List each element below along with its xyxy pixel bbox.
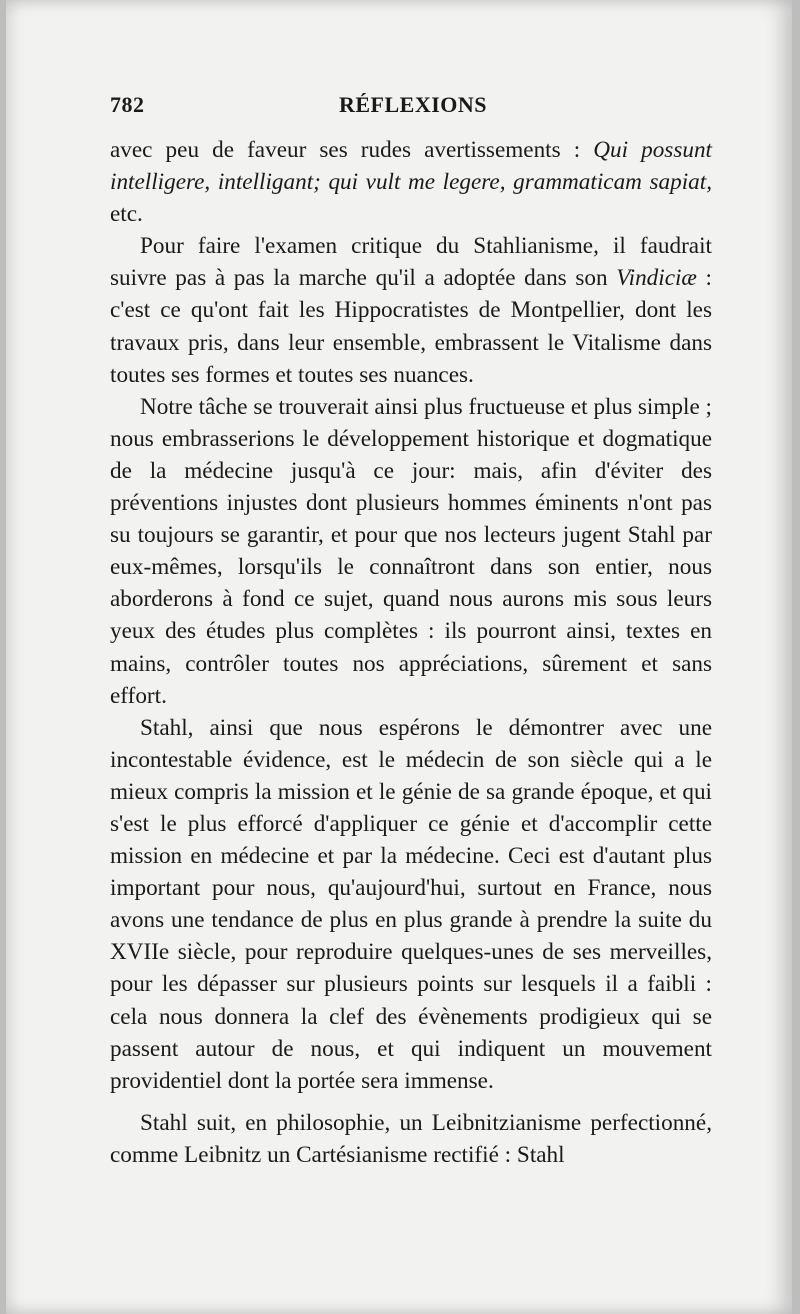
page-header bbox=[110, 92, 716, 122]
page-number: 782 bbox=[110, 92, 145, 117]
text-segment: Pour faire l'examen critique du Stahlianisme, il faudrait suivre pas à pas la marche qu'il a adoptée dans son bbox=[110, 233, 712, 292]
paragraph-3 bbox=[110, 391, 712, 712]
paragraph-4 bbox=[110, 712, 712, 1097]
text-segment: Stahl, ainsi que nous espérons le démontrer avec une incontestable évidence, est le médecin de son siècle qui a le mieux compris la mission et le génie de sa grande époque, et qui s'est le plus efforcé d'appliquer ce génie et d'accomplir cette mission en médecine et par la médecine. Ceci est d'autant plus important pour nous, qu'aujourd'hui, surtout en France, nous avons une tendance de plus en plus grande à prendre la suite du XVIIe siècle, pour reproduire quelques-unes de ses merveilles, pour les dépasser sur plusieurs points sur lesquels il a faibli : cela nous donnera la clef des évènements prodigieux qui se passent autour de nous, et qui indiquent un mouvement providentiel dont la portée sera immense. bbox=[110, 714, 712, 1094]
text-segment: etc. bbox=[110, 201, 143, 228]
body-text bbox=[110, 134, 712, 1171]
text-segment: : c'est ce qu'ont fait les Hippocratistes de Montpellier, dont les travaux pris, dans leur ensemble, embrassent le Vitalisme dans toutes ses formes et toutes ses nuances. bbox=[110, 265, 712, 388]
paragraph-2 bbox=[110, 230, 712, 390]
latin-quote: Qui possunt intelligere, intelligant; qui vult me legere, grammaticam sapiat, bbox=[110, 137, 712, 196]
paragraph-1 bbox=[110, 134, 712, 230]
paragraph-5 bbox=[110, 1107, 712, 1171]
running-head: RÉFLEXIONS bbox=[338, 92, 488, 117]
text-segment: avec peu de faveur ses rudes avertissements : bbox=[110, 137, 594, 163]
book-page bbox=[6, 0, 792, 1314]
text-segment: Stahl suit, en philosophie, un Leibnitzianisme perfectionné, comme Leibnitz un Cartésianisme rectifié : Stahl bbox=[110, 1109, 712, 1168]
text-segment: Notre tâche se trouverait ainsi plus fructueuse et plus simple ; nous embrasserions le développement historique et dogmatique de la médecine jusqu'à ce jour: mais, afin d'éviter des préventions injustes dont plusieurs hommes éminents n'ont pas su toujours se garantir, et pour que nos lecteurs jugent Stahl par eux-mêmes, lorsqu'ils le connaîtront dans son entier, nous aborderons à fond ce sujet, quand nous aurons mis sous leurs yeux des études plus complètes : ils pourront ainsi, textes en mains, contrôler toutes nos appréciations, sûrement et sans effort. bbox=[110, 393, 712, 709]
book-title: Vindiciæ bbox=[616, 265, 697, 292]
